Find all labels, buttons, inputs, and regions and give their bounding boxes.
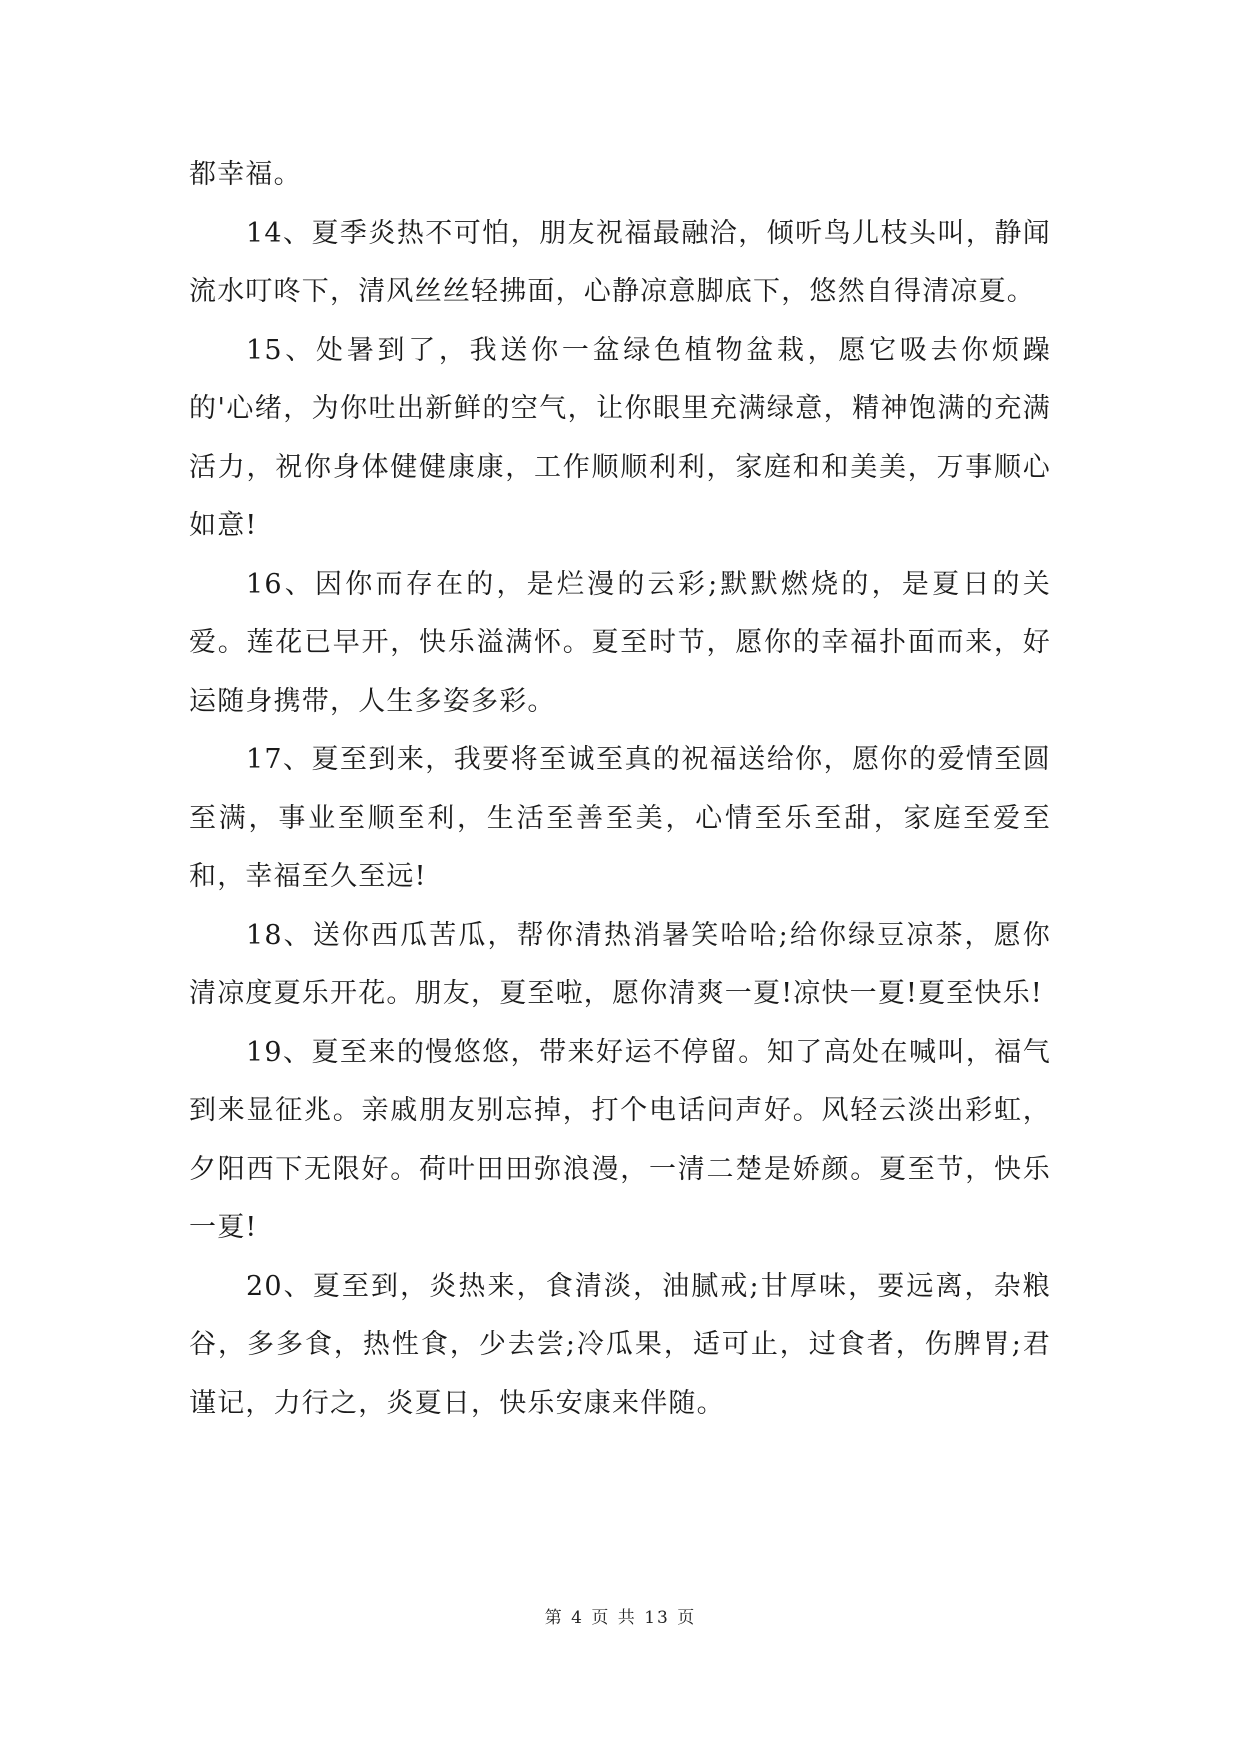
paragraph-17: 17、夏至到来，我要将至诚至真的祝福送给你，愿你的爱情至圆至满，事业至顺至利，生活至善至美，心情至乐至甜，家庭至爱至和，幸福至久至远! — [189, 744, 1051, 892]
page-label-middle: 页 共 — [591, 1608, 637, 1628]
paragraph-19: 19、夏至来的慢悠悠，带来好运不停留。知了高处在喊叫，福气到来显征兆。亲戚朋友别忘掉，打个电话问声好。风轻云淡出彩虹，夕阳西下无限好。荷叶田田弥浪漫，一清二楚是娇颜。夏至节，快乐一夏! — [189, 1036, 1051, 1243]
paragraph-continuation: 都幸福。 — [189, 159, 302, 190]
paragraph-18: 18、送你西瓜苦瓜，帮你清热消暑笑哈哈;给你绿豆凉茶，愿你清凉度夏乐开花。朋友，夏至啦，愿你清爽一夏!凉快一夏!夏至快乐! — [189, 919, 1051, 1009]
paragraph-20: 20、夏至到，炎热来，食清淡，油腻戒;甘厚味，要远离，杂粮谷，多多食，热性食，少去尝;冷瓜果，适可止，过食者，伤脾胃;君谨记，力行之，炎夏日，快乐安康来伴随。 — [189, 1270, 1051, 1419]
page-label-prefix: 第 — [544, 1608, 564, 1628]
page-footer — [0, 1603, 1241, 1628]
document-body — [189, 146, 1051, 1433]
current-page-number: 4 — [571, 1608, 584, 1628]
total-pages-number: 13 — [644, 1608, 670, 1628]
paragraph-16: 16、因你而存在的，是烂漫的云彩;默默燃烧的，是夏日的关爱。莲花已早开，快乐溢满怀。夏至时节，愿你的幸福扑面而来，好运随身携带，人生多姿多彩。 — [189, 568, 1051, 717]
paragraph-15: 15、处暑到了，我送你一盆绿色植物盆栽，愿它吸去你烦躁的'心绪，为你吐出新鲜的空气，让你眼里充满绿意，精神饱满的充满活力，祝你身体健健康康，工作顺顺利利，家庭和和美美，万事顺心如意! — [189, 334, 1051, 541]
page-label-suffix: 页 — [677, 1608, 697, 1628]
paragraph-14: 14、夏季炎热不可怕，朋友祝福最融洽，倾听鸟儿枝头叫，静闻流水叮咚下，清风丝丝轻拂面，心静凉意脚底下，悠然自得清凉夏。 — [189, 217, 1051, 307]
